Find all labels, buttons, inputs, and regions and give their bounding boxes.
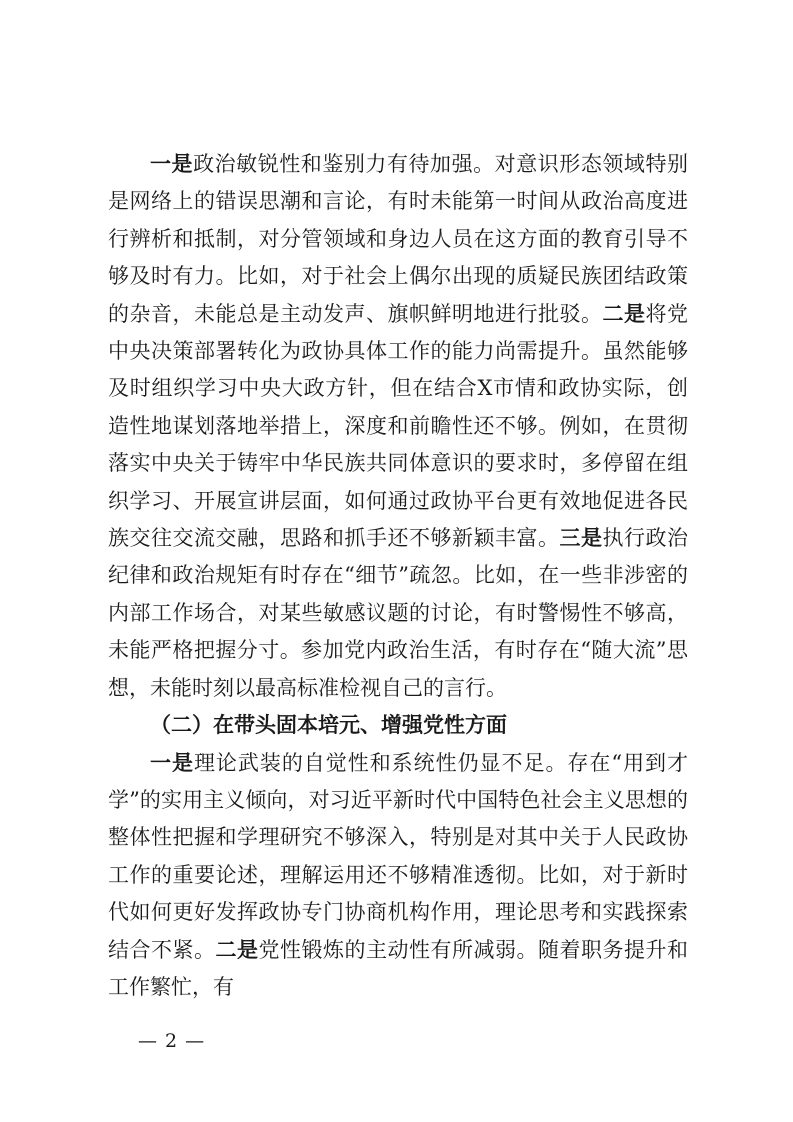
paragraph-text: 将党中央决策部署转化为政协具体工作的能力尚需提升。虽然能够及时组织学习中央大政方针，但在结合X市情和政协实际，创造性地谋划落地举措上，深度和前瞻性还不够。例如，在贯彻落实中央关于铸牢中华民族共同体意识的要求时，多停留在组织学习、开展宣讲层面，如何通过政协平台更有效地促进各民族交往交流交融，思路和抓手还不够新颖丰富。 [108, 301, 688, 551]
section-heading: （二）在带头固本培元、增强党性方面 [150, 713, 507, 738]
lead-marker-one: 一是 [150, 750, 194, 775]
lead-marker-two: 二是 [602, 301, 646, 326]
lead-marker-one: 一是 [150, 152, 194, 176]
paragraph-party-spirit [108, 745, 688, 1007]
paragraph-text: 政治敏锐性和鉴别力有待加强。对意识形态领域特别是网络上的错误思潮和言论，有时未能第一时间从政治高度进行辨析和抵制，对分管领域和身边人员在这方面的教育引导不够及时有力。比如，对于社会上偶尔出现的质疑民族团结政策的杂音，未能总是主动发声、旗帜鲜明地进行批驳。 [108, 152, 689, 326]
paragraph-text: 执行政治纪律和政治规矩有时存在“细节”疏忽。比如，在一些非涉密的内部工作场合，对某些敏感议题的讨论，有时警惕性不够高，未能严格把握分寸。参加党内政治生活，有时存在“随大流”思想，未能时刻以最高标准检视自己的言行。 [108, 526, 688, 700]
paragraph-text: 党性锻炼的主动性有所减弱。随着职务提升和工作繁忙，有 [108, 937, 688, 999]
page-number: — 2 — [138, 1030, 206, 1052]
lead-marker-two: 二是 [215, 937, 259, 962]
lead-marker-three: 三是 [559, 526, 603, 551]
document-body [108, 146, 688, 1006]
paragraph-text: 理论武装的自觉性和系统性仍显不足。存在“用到才学”的实用主义倾向，对习近平新时代中国特色社会主义思想的整体性把握和学理研究不够深入，特别是对其中关于人民政协工作的重要论述，理解运用还不够精准透彻。比如，对于新时代如何更好发挥政协专门协商机构作用，理论思考和实践探索结合不紧。 [108, 750, 689, 962]
paragraph-political-awareness [108, 146, 688, 707]
